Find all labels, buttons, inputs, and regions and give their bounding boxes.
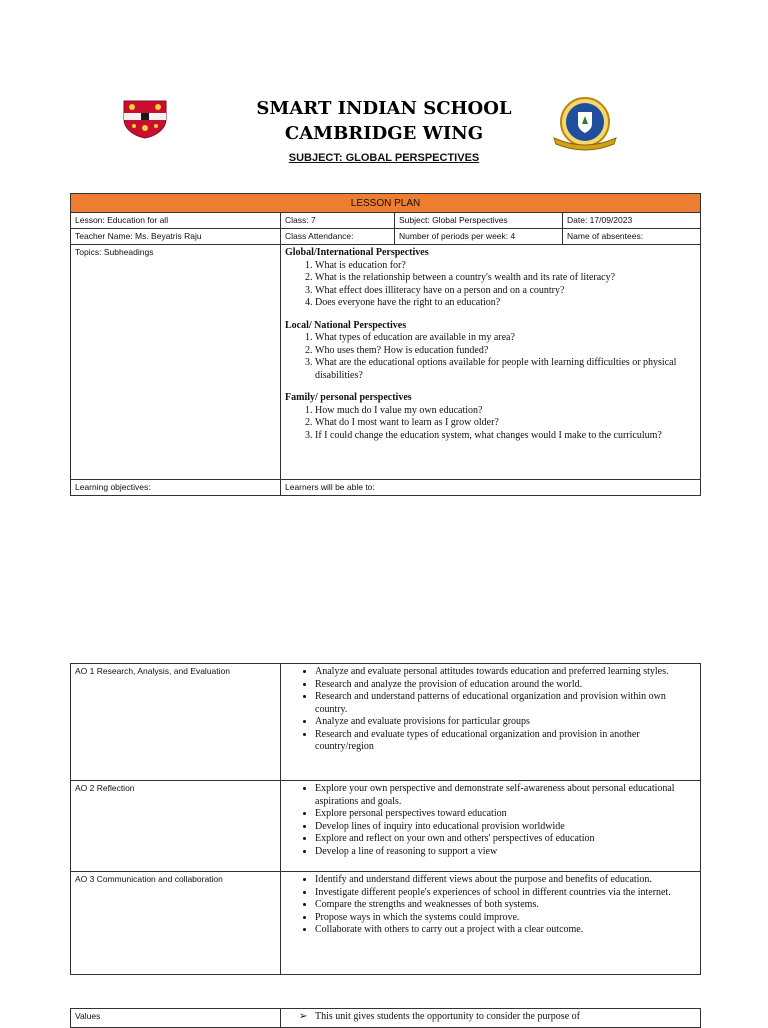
table-row [71,664,701,781]
periods-cell: Number of periods per week: 4 [395,229,563,245]
subject-cell: Subject: Global Perspectives [395,213,563,229]
school-logo-icon [548,94,622,154]
lesson-plan-table [70,193,701,496]
list-item: 2. What do I most want to learn as I grow older? [315,417,696,430]
list-item: • Compare the strengths and weaknesses of both systems. [315,899,696,912]
topics-label: Topics: Subheadings [71,245,281,480]
list-item: • Explore your own perspective and demonstrate self-awareness about personal educational aspirations and goals. [315,783,696,808]
values-content [281,1009,701,1028]
list-item: • Explore and reflect on your own and others' perspectives of education [315,833,696,846]
list-item: ➢ This unit gives students the opportunity to consider the purpose of [315,1011,696,1024]
lesson-cell: Lesson: Education for all [71,213,281,229]
values-table [70,1008,701,1028]
list-item: • Investigate different people's experiences of school in different countries via the internet. [315,887,696,900]
list-item: • Research and analyze the provision of education around the world. [315,679,696,692]
school-name-line1: SMART INDIAN SCHOOL [256,98,512,119]
list-item: • Develop lines of inquiry into educational provision worldwide [315,821,696,834]
absentees-cell: Name of absentees: [563,229,701,245]
table-row [71,480,701,496]
table-row [71,229,701,245]
class-cell: Class: 7 [281,213,395,229]
attendance-cell: Class Attendance: [281,229,395,245]
list-item: • Collaborate with others to carry out a project with a clear outcome. [315,924,696,937]
ao-content [281,872,701,975]
ao-label: AO 3 Communication and collaboration [71,872,281,975]
list-item: 3. If I could change the education system, what changes would I make to the curriculum? [315,430,696,443]
assessment-objectives-table [70,663,701,975]
objectives-value: Learners will be able to: [281,480,701,496]
section-heading: Family/ personal perspectives [285,392,412,403]
values-label: Values [71,1009,281,1028]
ao-label: AO 1 Research, Analysis, and Evaluation [71,664,281,781]
list-item: • Research and understand patterns of educational organization and provision within own country. [315,691,696,716]
list-item: • Explore personal perspectives toward education [315,808,696,821]
list-item: 2. What is the relationship between a country's wealth and its rate of literacy? [315,272,696,285]
list-item: • Develop a line of reasoning to support a view [315,846,696,859]
list-item: 2. Who uses them? How is education funded? [315,345,696,358]
table-row [71,872,701,975]
ao-content [281,781,701,872]
question-list [285,332,696,382]
values-list [285,1011,696,1024]
list-item: 1. What is education for? [315,260,696,273]
objective-list [285,874,696,937]
objective-list [285,666,696,754]
list-item: • Research and evaluate types of educational organization and provision in another country/region [315,729,696,754]
topics-content [281,245,701,480]
question-list [285,405,696,443]
list-item: • Identify and understand different views about the purpose and benefits of education. [315,874,696,887]
teacher-cell: Teacher Name: Ms. Beyatris Raju [71,229,281,245]
date-cell: Date: 17/09/2023 [563,213,701,229]
ao-label: AO 2 Reflection [71,781,281,872]
lesson-plan-banner: LESSON PLAN [71,194,701,213]
section-heading: Global/International Perspectives [285,247,429,258]
list-item: 4. Does everyone have the right to an education? [315,297,696,310]
objectives-label: Learning objectives: [71,480,281,496]
page-header [0,96,768,164]
list-item: 3. What effect does illiteracy have on a person and on a country? [315,285,696,298]
subject-heading: SUBJECT: GLOBAL PERSPECTIVES [288,152,480,164]
objective-list [285,783,696,858]
list-item: • Analyze and evaluate personal attitudes towards education and preferred learning styles. [315,666,696,679]
list-item: • Analyze and evaluate provisions for particular groups [315,716,696,729]
question-list [285,260,696,310]
table-row [71,213,701,229]
table-row [71,1009,701,1028]
list-item: 1. What types of education are available in my area? [315,332,696,345]
list-item: • Propose ways in which the systems could improve. [315,912,696,925]
list-item: 1. How much do I value my own education? [315,405,696,418]
table-row [71,781,701,872]
ao-content [281,664,701,781]
table-row [71,245,701,480]
school-name-line2: CAMBRIDGE WING [284,123,484,144]
list-item: 3. What are the educational options available for people with learning difficulties or physical disabilities? [315,357,696,382]
section-heading: Local/ National Perspectives [285,319,407,331]
